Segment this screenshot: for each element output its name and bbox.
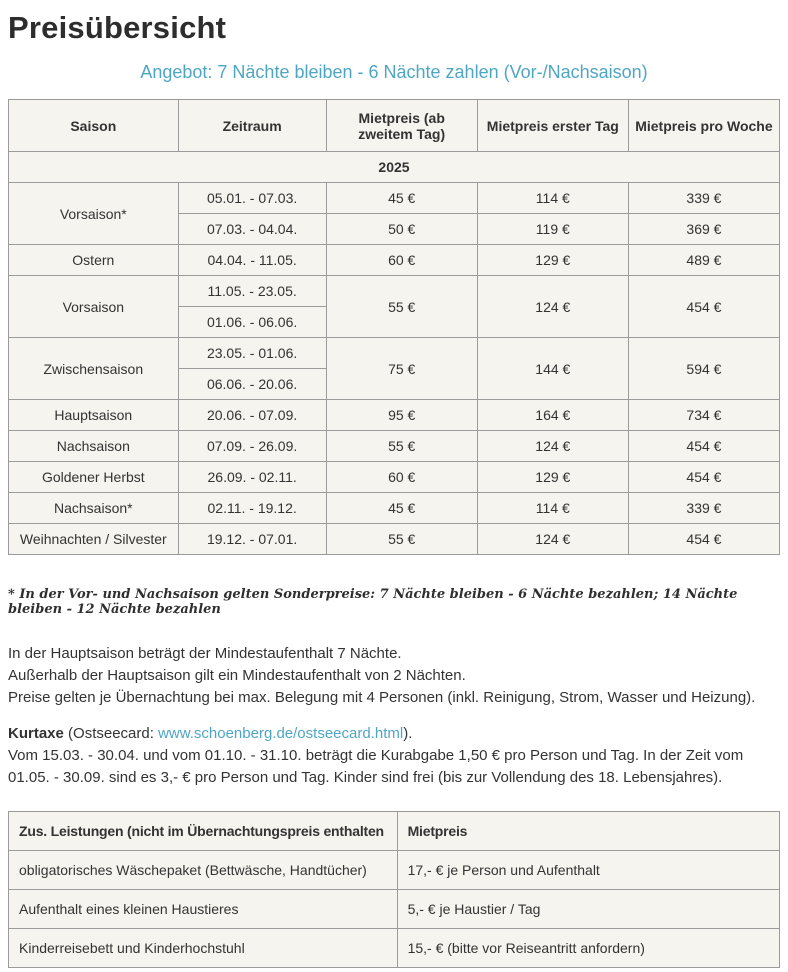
price-table-header-row: [9, 100, 780, 152]
preis-cell: 17,- € je Person und Aufenthalt: [397, 851, 779, 890]
year-cell: 2025: [9, 152, 780, 183]
price-cell: 60 €: [326, 245, 477, 276]
note-line: Außerhalb der Hauptsaison gilt ein Mindestaufenthalt von 2 Nächten.: [8, 667, 466, 684]
price-cell: 129 €: [477, 245, 628, 276]
price-cell: 454 €: [628, 462, 779, 493]
page-title: Preisübersicht: [8, 10, 227, 45]
price-cell: 454 €: [628, 524, 779, 555]
saison-cell: Nachsaison: [9, 431, 179, 462]
note-line: In der Hauptsaison beträgt der Mindestaufenthalt 7 Nächte.: [8, 645, 402, 662]
note-line: Preise gelten je Übernachtung bei max. Belegung mit 4 Personen (inkl. Reinigung, Strom, Wasser und Heizung).: [8, 689, 756, 706]
zeitraum-cell: 20.06. - 07.09.: [178, 400, 326, 431]
price-cell: 129 €: [477, 462, 628, 493]
saison-cell: Weihnachten / Silvester: [9, 524, 179, 555]
table-row: [9, 462, 780, 493]
table-row: [9, 400, 780, 431]
kurtaxe-heading-line: [8, 723, 780, 745]
zeitraum-cell: 01.06. - 06.06.: [178, 307, 326, 338]
header-mietpreis-pro-woche: Mietpreis pro Woche: [628, 100, 779, 152]
price-cell: 75 €: [326, 338, 477, 400]
table-row: [9, 493, 780, 524]
table-row: [9, 851, 780, 890]
saison-cell: Vorsaison: [9, 276, 179, 338]
price-cell: 454 €: [628, 431, 779, 462]
price-cell: 124 €: [477, 276, 628, 338]
table-row: [9, 245, 780, 276]
price-cell: 45 €: [326, 183, 477, 214]
zeitraum-cell: 23.05. - 01.06.: [178, 338, 326, 369]
header-mietpreis-erster-tag: Mietpreis erster Tag: [477, 100, 628, 152]
price-cell: 339 €: [628, 493, 779, 524]
table-row: [9, 929, 780, 968]
season-footnote: * In der Vor- und Nachsaison gelten Sonderpreise: 7 Nächte bleiben - 6 Nächte bezahlen; 14 Nächte bleiben - 12 Nächte bezahlen: [8, 587, 738, 617]
price-table: [8, 99, 780, 555]
zeitraum-cell: 02.11. - 19.12.: [178, 493, 326, 524]
price-cell: 369 €: [628, 214, 779, 245]
saison-cell: Zwischensaison: [9, 338, 179, 400]
header-mietpreis-ab-zweitem-tag: Mietpreis (ab zweitem Tag): [326, 100, 477, 152]
header-mietpreis: Mietpreis: [397, 812, 779, 851]
saison-cell: Nachsaison*: [9, 493, 179, 524]
zeitraum-cell: 19.12. - 07.01.: [178, 524, 326, 555]
leistung-cell: Kinderreisebett und Kinderhochstuhl: [9, 929, 398, 968]
price-cell: 124 €: [477, 524, 628, 555]
header-saison: Saison: [9, 100, 179, 152]
price-cell: 144 €: [477, 338, 628, 400]
price-cell: 60 €: [326, 462, 477, 493]
price-cell: 164 €: [477, 400, 628, 431]
year-row: [9, 152, 780, 183]
zeitraum-cell: 11.05. - 23.05.: [178, 276, 326, 307]
kurtaxe-section: [8, 723, 780, 789]
zeitraum-cell: 05.01. - 07.03.: [178, 183, 326, 214]
price-cell: 489 €: [628, 245, 779, 276]
price-cell: 594 €: [628, 338, 779, 400]
price-cell: 339 €: [628, 183, 779, 214]
zeitraum-cell: 06.06. - 20.06.: [178, 369, 326, 400]
zeitraum-cell: 07.09. - 26.09.: [178, 431, 326, 462]
leistung-cell: obligatorisches Wäschepaket (Bettwäsche, Handtücher): [9, 851, 398, 890]
table-row: [9, 524, 780, 555]
price-cell: 55 €: [326, 431, 477, 462]
table-row: [9, 890, 780, 929]
table-row: [9, 276, 780, 307]
kurtaxe-body: Vom 15.03. - 30.04. und vom 01.10. - 31.10. beträgt die Kurabgabe 1,50 € pro Person und Tag. In der Zeit vom 01.05. - 30.09. sind es 3,- € pro Person und Tag. Kinder sind frei (bis zur Vollendung des 18. Lebensjahres).: [8, 747, 744, 786]
price-cell: 124 €: [477, 431, 628, 462]
kurtaxe-prefix: (Ostseecard:: [63, 725, 159, 742]
price-cell: 119 €: [477, 214, 628, 245]
price-cell: 734 €: [628, 400, 779, 431]
leistung-cell: Aufenthalt eines kleinen Haustieres: [9, 890, 398, 929]
header-zus-leistungen: Zus. Leistungen (nicht im Übernachtungspreis enthalten: [9, 812, 398, 851]
zeitraum-cell: 26.09. - 02.11.: [178, 462, 326, 493]
price-cell: 114 €: [477, 183, 628, 214]
saison-cell: Goldener Herbst: [9, 462, 179, 493]
price-cell: 114 €: [477, 493, 628, 524]
conditions-notes: [8, 643, 780, 709]
zeitraum-cell: 07.03. - 04.04.: [178, 214, 326, 245]
price-cell: 55 €: [326, 276, 477, 338]
extras-table: [8, 811, 780, 968]
kurtaxe-suffix: ).: [403, 725, 413, 742]
header-zeitraum: Zeitraum: [178, 100, 326, 152]
price-cell: 55 €: [326, 524, 477, 555]
price-cell: 50 €: [326, 214, 477, 245]
saison-cell: Vorsaison*: [9, 183, 179, 245]
table-row: [9, 431, 780, 462]
saison-cell: Ostern: [9, 245, 179, 276]
price-cell: 95 €: [326, 400, 477, 431]
preis-cell: 5,- € je Haustier / Tag: [397, 890, 779, 929]
table-row: [9, 183, 780, 214]
ostseecard-link[interactable]: www.schoenberg.de/ostseecard.html: [158, 725, 404, 742]
price-cell: 454 €: [628, 276, 779, 338]
zeitraum-cell: 04.04. - 11.05.: [178, 245, 326, 276]
offer-subtitle: Angebot: 7 Nächte bleiben - 6 Nächte zahlen (Vor-/Nachsaison): [140, 62, 648, 82]
kurtaxe-label: Kurtaxe: [8, 725, 64, 742]
price-cell: 45 €: [326, 493, 477, 524]
saison-cell: Hauptsaison: [9, 400, 179, 431]
extras-header-row: [9, 812, 780, 851]
table-row: [9, 338, 780, 369]
preis-cell: 15,- € (bitte vor Reiseantritt anfordern): [397, 929, 779, 968]
